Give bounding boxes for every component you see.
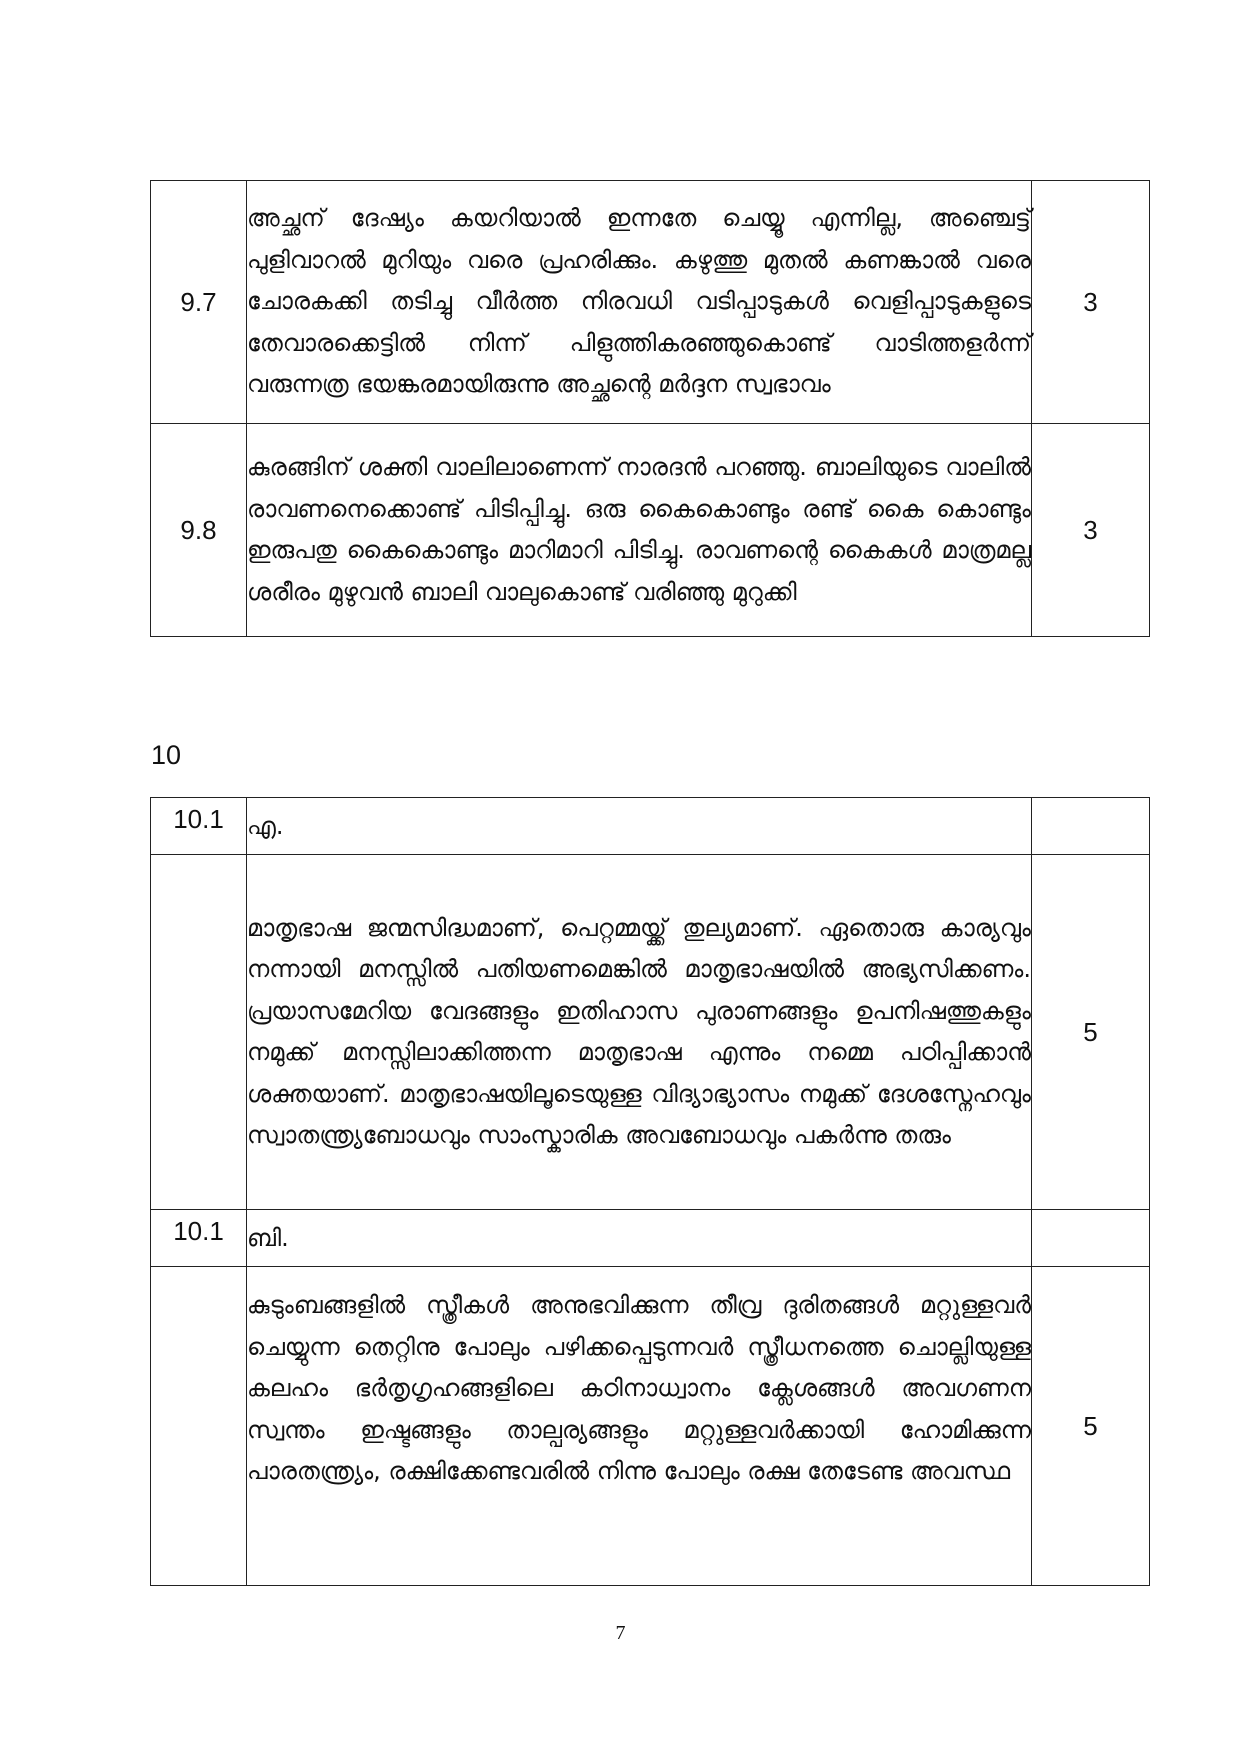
marks-cell-empty: [1032, 798, 1150, 855]
table-row: [151, 424, 1150, 637]
question-number-empty: [151, 1267, 247, 1586]
table-row: [151, 1210, 1150, 1267]
table-row: [151, 1267, 1150, 1586]
part-label: ബി.: [247, 1210, 1032, 1267]
table-row: [151, 855, 1150, 1210]
answer-text: മാതൃഭാഷ ജന്മസിദ്ധമാണ്, പെറ്റമ്മയ്ക്ക് തുല്യമാണ്. ഏതൊരു കാര്യവും നന്നായി മനസ്സിൽ പതിയണമെങ്കിൽ മാതൃഭാഷയിൽ അഭ്യസിക്കണം. പ്രയാസമേറിയ വേദങ്ങളും ഇതിഹാസ പുരാണങ്ങളും ഉപനിഷത്തുകളും നമുക്ക് മനസ്സിലാക്കിത്തന്ന മാതൃഭാഷ എന്നും നമ്മെ പഠിപ്പിക്കാൻ ശക്തയാണ്. മാതൃഭാഷയിലൂടെയുള്ള വിദ്യാഭ്യാസം നമുക്ക് ദേശസ്നേഹവും സ്വാതന്ത്ര്യബോധവും സാംസ്കാരിക അവബോധവും പകർന്നു തരും: [247, 855, 1032, 1210]
table-row: [151, 181, 1150, 424]
section-heading: 10: [151, 740, 182, 770]
answer-text: അച്ഛന് ദേഷ്യം കയറിയാൽ ഇന്നതേ ചെയ്യൂ എന്നില്ല, അഞ്ചെട്ട് പുളിവാറൽ മുറിയും വരെ പ്രഹരിക്കും. കഴുത്തു മുതൽ കണങ്കാൽ വരെ ചോരകക്കി തടിച്ചു വീർത്ത നിരവധി വടിപ്പാടുകൾ വെളിപ്പാടുകളുടെ തേവാരക്കെട്ടിൽ നിന്ന് പിളുത്തികരഞ്ഞുകൊണ്ട് വാടിത്തളർന്ന് വരുന്നത്ര ഭയങ്കരമായിരുന്നു അച്ഛന്റെ മർദ്ദന സ്വഭാവം: [247, 181, 1032, 424]
part-label: എ.: [247, 798, 1032, 855]
question-number: 10.1: [151, 1210, 247, 1267]
table-row: [151, 798, 1150, 855]
answer-text: കുരങ്ങിന് ശക്തി വാലിലാണെന്ന് നാരദൻ പറഞ്ഞു. ബാലിയുടെ വാലിൽ രാവണനെക്കൊണ്ട് പിടിപ്പിച്ചു. ഒരു കൈകൊണ്ടും രണ്ട് കൈ കൊണ്ടും ഇരുപതു കൈകൊണ്ടും മാറിമാറി പിടിച്ചു. രാവണന്റെ കൈകൾ മാത്രമല്ല ശരീരം മുഴുവൻ ബാലി വാലുകൊണ്ട് വരിഞ്ഞു മുറുക്കി: [247, 424, 1032, 637]
question-number-empty: [151, 855, 247, 1210]
question-number: 10.1: [151, 798, 247, 855]
answer-table-9: [150, 180, 1150, 637]
marks-cell: 5: [1032, 855, 1150, 1210]
page-number: 7: [615, 1622, 626, 1644]
marks-cell: 5: [1032, 1267, 1150, 1586]
marks-cell: 3: [1032, 181, 1150, 424]
marks-cell: 3: [1032, 424, 1150, 637]
answer-text: കുടുംബങ്ങളിൽ സ്ത്രീകൾ അനുഭവിക്കുന്ന തീവ്ര ദുരിതങ്ങൾ മറ്റുള്ളവർ ചെയ്യുന്ന തെറ്റിനു പോലും പഴിക്കപ്പെടുന്നവർ സ്ത്രീധനത്തെ ചൊല്ലിയുള്ള കലഹം ഭർതൃഗൃഹങ്ങളിലെ കഠിനാധ്വാനം ക്ലേശങ്ങൾ അവഗണന സ്വന്തം ഇഷ്ടങ്ങളും താല്പര്യങ്ങളും മറ്റുള്ളവർക്കായി ഹോമിക്കുന്ന പാരതന്ത്ര്യം, രക്ഷിക്കേണ്ടവരിൽ നിന്നു പോലും രക്ഷ തേടേണ്ട അവസ്ഥ: [247, 1267, 1032, 1586]
question-number: 9.8: [151, 424, 247, 637]
question-number: 9.7: [151, 181, 247, 424]
marks-cell-empty: [1032, 1210, 1150, 1267]
answer-table-10: [150, 797, 1150, 1586]
